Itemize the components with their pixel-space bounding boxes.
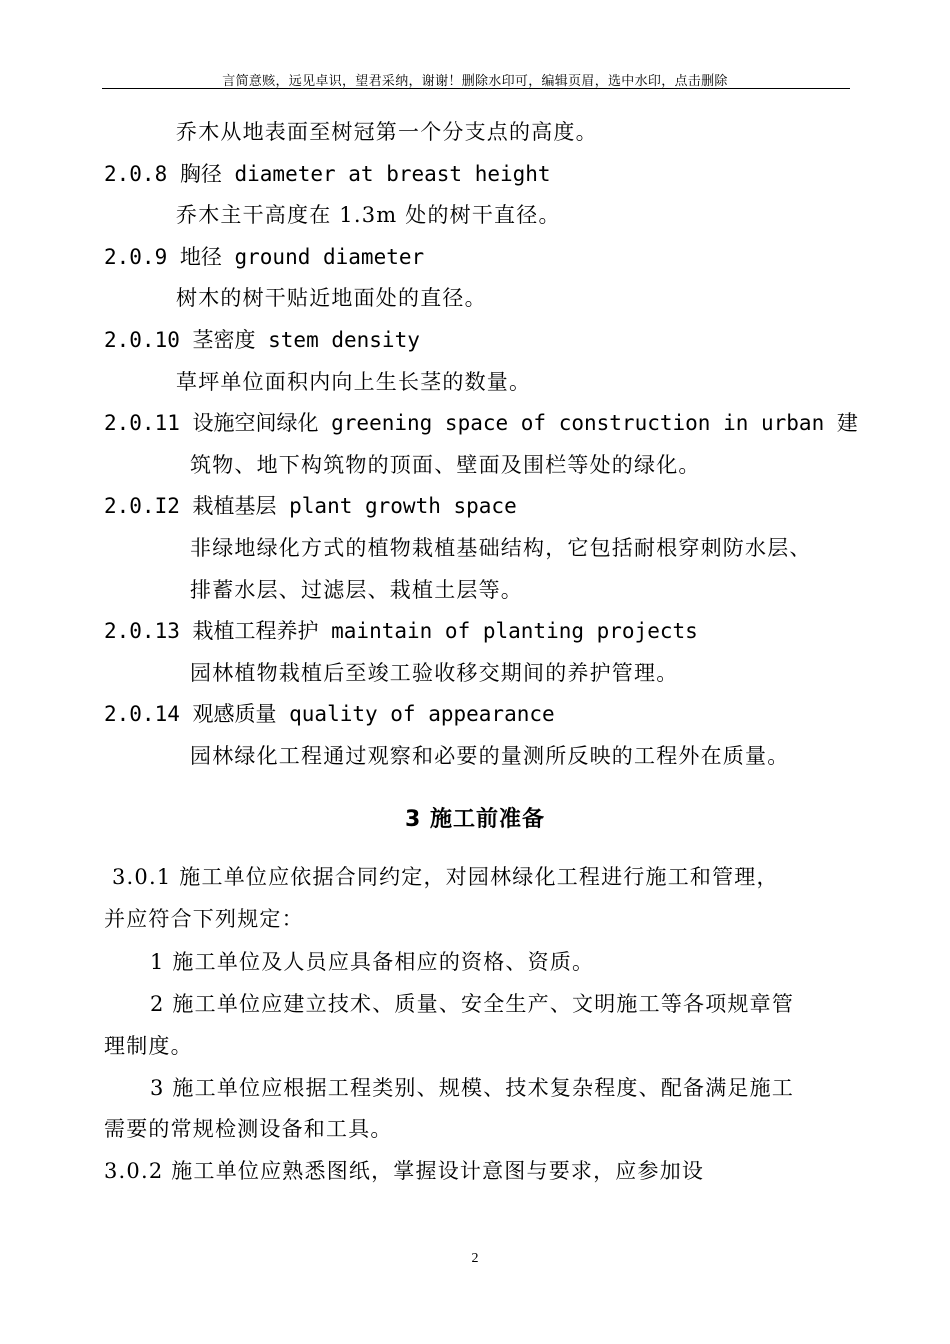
- list-item: 2 施工单位应建立技术、质量、安全生产、文明施工等各项规章管: [150, 992, 795, 1016]
- list-item-continuation: 需要的常规检测设备和工具。: [104, 1117, 393, 1141]
- definition-text: 筑物、地下构筑物的顶面、壁面及围栏等处的绿化。: [190, 453, 701, 477]
- definition-text: 非绿地绿化方式的植物栽植基础结构，它包括耐根穿刺防水层、: [190, 536, 812, 560]
- clause-text: 并应符合下列规定：: [104, 907, 304, 931]
- definition-text: 乔木主干高度在 1.3m 处的树干直径。: [176, 203, 561, 227]
- definition-text: 园林绿化工程通过观察和必要的量测所反映的工程外在质量。: [190, 744, 790, 768]
- page-header: 言简意赅，远见卓识，望君采纳，谢谢！删除水印可，编辑页眉，选中水印，点击删除: [222, 74, 728, 89]
- definition-text: 草坪单位面积内向上生长茎的数量。: [176, 370, 532, 394]
- term-heading: 2.0.9 地径 ground diameter: [104, 245, 425, 269]
- list-item: 1 施工单位及人员应具备相应的资格、资质。: [150, 950, 595, 974]
- section-title: 3 施工前准备: [405, 807, 545, 832]
- list-item-continuation: 理制度。: [104, 1034, 193, 1058]
- term-heading: 2.0.8 胸径 diameter at breast height: [104, 162, 551, 186]
- clause-text: 3.0.2 施工单位应熟悉图纸，掌握设计意图与要求，应参加设: [104, 1159, 705, 1183]
- header-divider: [102, 88, 850, 89]
- list-item: 3 施工单位应根据工程类别、规模、技术复杂程度、配备满足施工: [150, 1076, 795, 1100]
- definition-text: 排蓄水层、过滤层、栽植土层等。: [190, 578, 523, 602]
- term-heading: 2.0.I2 栽植基层 plant growth space: [104, 494, 517, 518]
- term-heading: 2.0.13 栽植工程养护 maintain of planting projects: [104, 619, 698, 643]
- definition-text: 树木的树干贴近地面处的直径。: [176, 286, 487, 310]
- page-number: 2: [471, 1251, 479, 1266]
- term-heading: 2.0.14 观感质量 quality of appearance: [104, 702, 555, 726]
- term-heading: 2.0.11 设施空间绿化 greening space of construction in urban 建: [104, 411, 858, 435]
- definition-text: 乔木从地表面至树冠第一个分支点的高度。: [176, 120, 598, 144]
- clause-text: 3.0.1 施工单位应依据合同约定，对园林绿化工程进行施工和管理，: [112, 865, 779, 889]
- definition-text: 园林植物栽植后至竣工验收移交期间的养护管理。: [190, 661, 679, 685]
- term-heading: 2.0.10 茎密度 stem density: [104, 328, 420, 352]
